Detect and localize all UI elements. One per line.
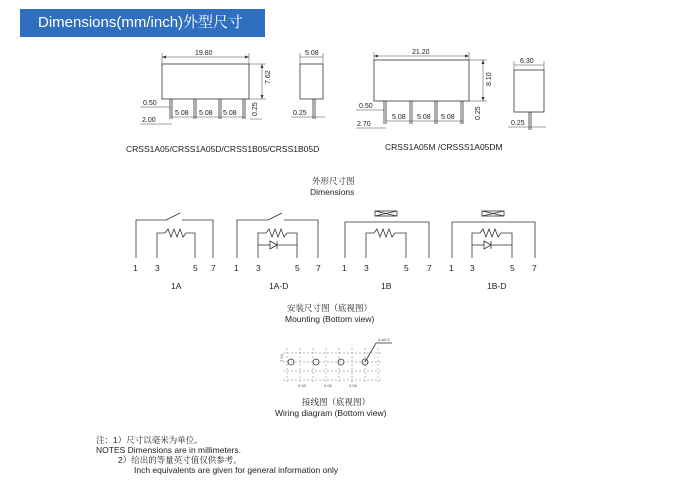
- left-lead-pos-label: 2.00: [142, 117, 156, 124]
- right-side-width-label: 6.30: [520, 58, 534, 65]
- left-outline-drawing: [140, 50, 272, 124]
- schematic-1b-d: [449, 211, 537, 291]
- schematic-1b: [342, 211, 432, 291]
- left-pitch-3: 5.08: [223, 110, 237, 117]
- right-pitch-3: 5.08: [441, 114, 455, 121]
- pin-1: 1: [234, 263, 239, 273]
- variant-label: 1B-D: [487, 281, 507, 291]
- left-side-width-label: 5.08: [305, 50, 319, 57]
- right-side-view: [508, 58, 546, 130]
- hole-label: 4-ø0.8: [378, 337, 390, 342]
- right-lead-thickness-label: 0.25: [475, 106, 482, 120]
- pin-1: 1: [449, 263, 454, 273]
- variant-label: 1B: [381, 281, 392, 291]
- pin-7: 7: [427, 263, 432, 273]
- right-pitch-1: 5.08: [392, 114, 406, 121]
- pin-7: 7: [532, 263, 537, 273]
- right-lead-pos-label: 2.70: [357, 121, 371, 128]
- schematic-title-en: Dimensions: [310, 187, 355, 197]
- right-height-label: 8.10: [486, 72, 493, 86]
- variant-label: 1A-D: [269, 281, 289, 291]
- spacing-3: 5.08: [349, 383, 357, 388]
- right-lead-offset-label: 0.50: [359, 103, 373, 110]
- note-line-3: 2）给出的等量英寸值仅供参考。: [118, 455, 242, 465]
- note-line-1: 注：1）尺寸以毫米为单位。: [96, 435, 203, 445]
- left-pitch-1: 5.08: [175, 110, 189, 117]
- pin-3: 3: [470, 263, 475, 273]
- right-pitch-2: 5.08: [417, 114, 431, 121]
- notes: [96, 435, 338, 475]
- spacing-1: 5.08: [298, 383, 306, 388]
- row-spacing-label: 2.54: [279, 354, 284, 362]
- left-height-label: 7.62: [265, 70, 272, 84]
- right-outline-drawing: [356, 49, 493, 128]
- mounting-grid: [279, 337, 392, 388]
- mounting-title-cn: 安装尺寸图（底视图）: [287, 303, 373, 313]
- section-header: Dimensions(mm/inch)外型尺寸: [20, 9, 265, 37]
- pin-3: 3: [155, 263, 160, 273]
- right-side-lead-label: 0.25: [511, 120, 525, 127]
- pin-5: 5: [510, 263, 515, 273]
- left-side-view: [291, 50, 325, 119]
- pin-7: 7: [316, 263, 321, 273]
- left-model-label: CRSS1A05/CRSS1A05D/CRSS1B05/CRSS1B05D: [126, 144, 320, 154]
- pin-5: 5: [295, 263, 300, 273]
- right-length-label: 21.20: [412, 49, 430, 56]
- left-side-lead-label: 0.25: [293, 110, 307, 117]
- pin-5: 5: [404, 263, 409, 273]
- pin-1: 1: [342, 263, 347, 273]
- mounting-title-en: Mounting (Bottom view): [285, 314, 375, 324]
- pin-5: 5: [193, 263, 198, 273]
- note-line-4: Inch equivalents are given for general information only: [134, 465, 339, 475]
- wiring-title-en: Wiring diagram (Bottom view): [275, 408, 387, 418]
- variant-label: 1A: [171, 281, 182, 291]
- schematic-1a: [133, 213, 216, 291]
- right-relay-body: [374, 60, 469, 101]
- left-pitch-2: 5.08: [199, 110, 213, 117]
- schematic-1a-d: [234, 213, 321, 291]
- pin-3: 3: [364, 263, 369, 273]
- pin-7: 7: [211, 263, 216, 273]
- pin-3: 3: [256, 263, 261, 273]
- left-lead-offset-label: 0.50: [143, 100, 157, 107]
- right-model-label: CRSS1A05M /CRSSS1A05DM: [385, 142, 503, 152]
- note-line-2: NOTES Dimensions are in millimeters.: [96, 445, 242, 455]
- schematic-title-cn: 外形尺寸图: [312, 176, 355, 186]
- left-length-label: 19.80: [195, 50, 213, 57]
- pin-1: 1: [133, 263, 138, 273]
- left-lead-thickness-label: 0.25: [252, 102, 259, 116]
- left-relay-body: [162, 64, 249, 99]
- wiring-title-cn: 接线图（底视图）: [302, 397, 371, 407]
- spacing-2: 5.08: [324, 383, 332, 388]
